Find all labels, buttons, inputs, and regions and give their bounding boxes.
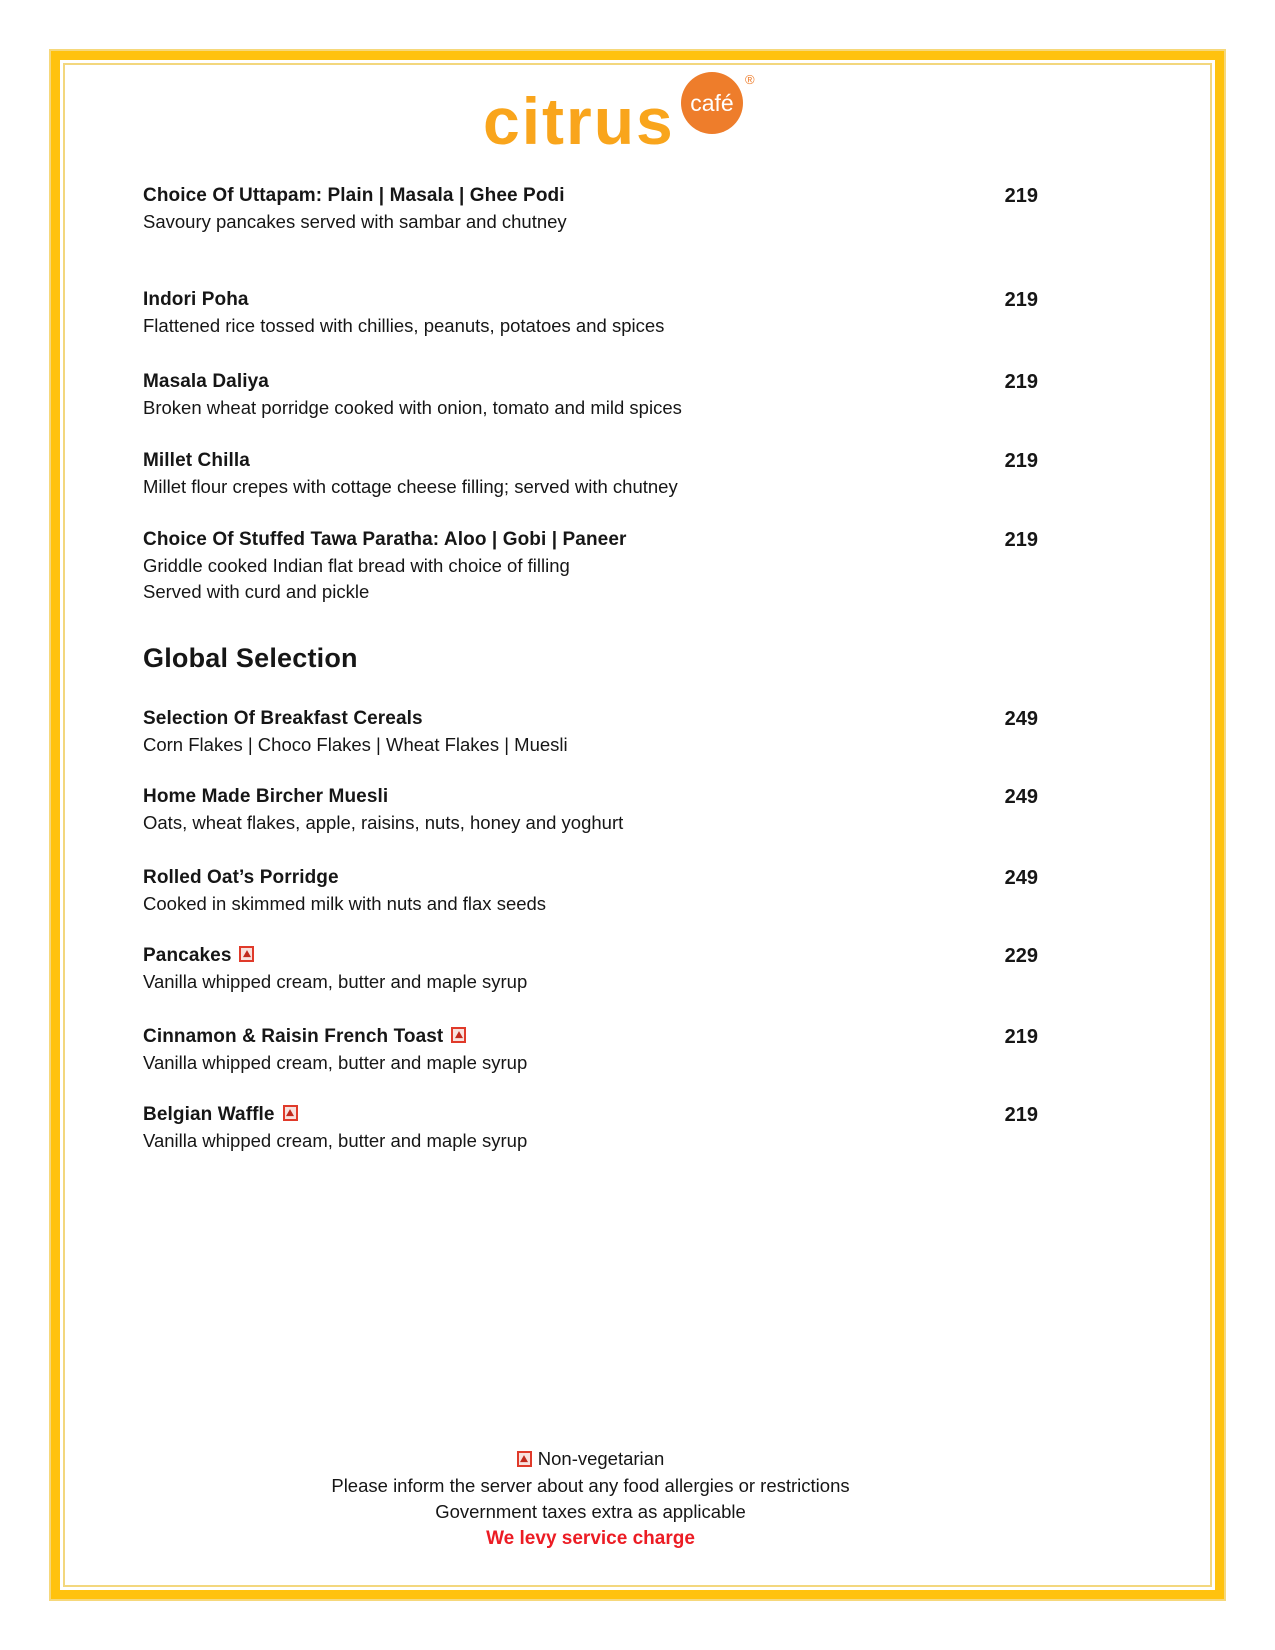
menu-item-bircher-muesli (143, 784, 1038, 836)
non-veg-triangle-icon (243, 950, 251, 957)
non-veg-icon (451, 1027, 466, 1043)
item-header (143, 865, 1038, 891)
item-description: Flattened rice tossed with chillies, peanuts, potatoes and spices (143, 315, 665, 336)
item-price: 219 (1004, 1104, 1038, 1126)
section-heading-global-selection: Global Selection (143, 643, 358, 673)
menu-item-cinnamon-raisin-french-toast (143, 1024, 1038, 1076)
item-description: Griddle cooked Indian flat bread with choice of filling (143, 555, 570, 576)
item-description: Vanilla whipped cream, butter and maple syrup (143, 971, 528, 992)
citrus-cafe-logo (483, 70, 763, 162)
menu-item-masala-daliya (143, 369, 1038, 421)
item-price: 219 (1004, 289, 1038, 311)
item-price: 219 (1004, 371, 1038, 393)
menu-item-breakfast-cereals (143, 706, 1038, 758)
brand-wordmark: citrus (483, 84, 675, 158)
item-title: Pancakes (143, 945, 232, 966)
item-title: Selection Of Breakfast Cereals (143, 708, 423, 729)
service-charge-note: We levy service charge (486, 1527, 695, 1549)
item-header (143, 183, 1038, 209)
item-header (143, 943, 1038, 969)
menu-item-indori-poha (143, 287, 1038, 339)
item-title-group (143, 1102, 298, 1128)
non-veg-triangle-icon (455, 1031, 463, 1038)
cafe-badge: café (681, 72, 743, 134)
item-price: 219 (1004, 450, 1038, 472)
item-description: Savoury pancakes served with sambar and chutney (143, 211, 567, 232)
menu-item-rolled-oats-porridge (143, 865, 1038, 917)
item-title: Millet Chilla (143, 450, 250, 471)
item-title: Choice Of Uttapam: Plain | Masala | Ghee Podi (143, 185, 565, 206)
item-title: Masala Daliya (143, 371, 269, 392)
item-description: Millet flour crepes with cottage cheese filling; served with chutney (143, 476, 678, 497)
item-header (143, 706, 1038, 732)
item-description: Vanilla whipped cream, butter and maple syrup (143, 1130, 528, 1151)
menu-item-uttapam (143, 183, 1038, 235)
item-title: Belgian Waffle (143, 1104, 275, 1125)
menu-item-belgian-waffle (143, 1102, 1038, 1154)
menu-item-stuffed-tawa-paratha (143, 527, 1038, 605)
item-header (143, 527, 1038, 553)
item-price: 249 (1004, 708, 1038, 730)
item-title: Indori Poha (143, 289, 249, 310)
item-header (143, 784, 1038, 810)
non-veg-legend (143, 1446, 1038, 1473)
item-header (143, 1024, 1038, 1050)
item-title-group (143, 943, 254, 969)
non-veg-legend-label: Non-vegetarian (537, 1448, 665, 1469)
menu-list (143, 183, 1038, 1154)
item-header (143, 287, 1038, 313)
item-header (143, 1102, 1038, 1128)
non-veg-icon (283, 1105, 298, 1121)
item-description: Broken wheat porridge cooked with onion, tomato and mild spices (143, 397, 682, 418)
non-veg-triangle-icon (286, 1109, 294, 1116)
item-price: 229 (1004, 945, 1038, 967)
item-price: 219 (1004, 529, 1038, 551)
tax-note: Government taxes extra as applicable (435, 1501, 746, 1522)
non-veg-icon (239, 946, 254, 962)
item-price: 249 (1004, 867, 1038, 889)
item-price: 249 (1004, 786, 1038, 808)
menu-item-pancakes (143, 943, 1038, 995)
item-title-group (143, 1024, 466, 1050)
item-description: Vanilla whipped cream, butter and maple syrup (143, 1052, 528, 1073)
non-veg-triangle-icon (520, 1455, 528, 1462)
footer (143, 1446, 1038, 1552)
item-description: Oats, wheat flakes, apple, raisins, nuts, honey and yoghurt (143, 812, 624, 833)
item-title: Home Made Bircher Muesli (143, 786, 389, 807)
menu-item-millet-chilla (143, 448, 1038, 500)
item-title: Choice Of Stuffed Tawa Paratha: Aloo | Gobi | Paneer (143, 529, 627, 550)
item-title: Cinnamon & Raisin French Toast (143, 1026, 444, 1047)
allergy-note: Please inform the server about any food allergies or restrictions (331, 1474, 850, 1496)
item-title: Rolled Oat’s Porridge (143, 867, 339, 888)
item-header (143, 448, 1038, 474)
item-description: Cooked in skimmed milk with nuts and flax seeds (143, 893, 547, 914)
registered-trademark-icon: ® (745, 72, 755, 87)
item-header (143, 369, 1038, 395)
non-veg-icon (517, 1451, 532, 1467)
item-price: 219 (1004, 1026, 1038, 1048)
item-price: 219 (1004, 185, 1038, 207)
item-description-line2: Served with curd and pickle (143, 581, 370, 602)
item-description: Corn Flakes | Choco Flakes | Wheat Flakes | Muesli (143, 734, 568, 755)
